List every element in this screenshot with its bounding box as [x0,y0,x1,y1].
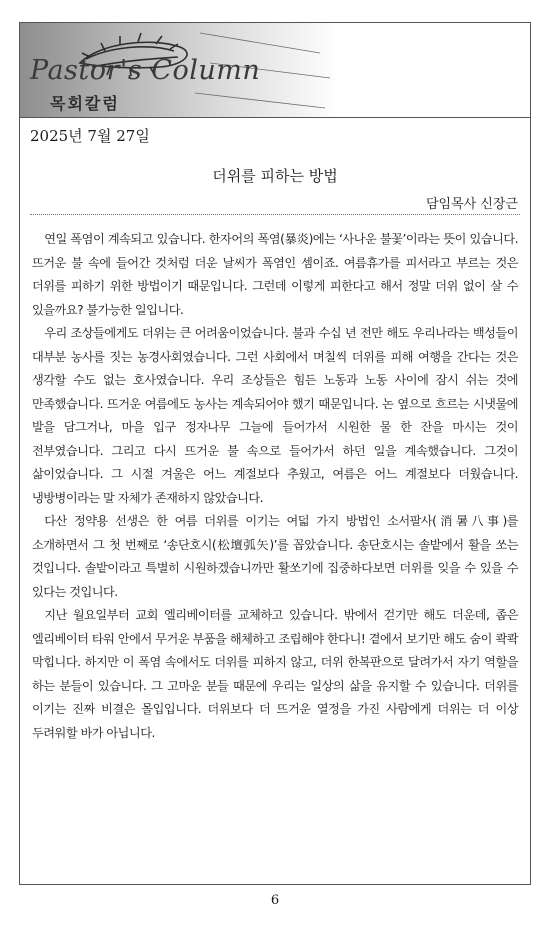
article-title: 더위를 피하는 방법 [212,167,338,185]
paragraph: 연일 폭염이 계속되고 있습니다. 한자어의 폭염(暴炎)에는 ‘사나운 불꽃’이라는 뜻이 있습니다. 뜨거운 불 속에 들어간 것처럼 더운 날씨가 폭염인 셈이죠. 여름휴가를 피서라고 부르는 것은 더위를 피하기 위한 방법이기 때문입니다. 그런데 이렇게 피한다고 해서 정말 더위 없이 살 수 있을까요? 불가능한 일입니다. [32,232,518,317]
article-date: 2025년 7월 27일 [30,127,150,145]
column-title: Pastor's Column [30,55,261,86]
page-number: 6 [270,893,280,908]
paragraph: 다산 정약용 선생은 한 여름 더위를 이기는 여덟 가지 방법인 소서팔사(消暑八事)를 소개하면서 그 첫 번째로 ‘송단호시(松壇弧矢)’를 꼽았습니다. 송단호시는 솔밭에서 활을 쏘는 것입니다. 솔밭이라고 특별히 시원하겠습니까만 활쏘기에 집중하다보면 더위를 잊을 수 있을 수 있다는 것입니다. [32,514,518,599]
column-frame [19,22,531,885]
dotted-divider [30,214,520,215]
article-author: 담임목사 신장근 [425,197,518,212]
article-body [32,228,518,745]
column-subtitle: 목회칼럼 [50,94,120,113]
paragraph: 우리 조상들에게도 더위는 큰 어려움이었습니다. 불과 수십 년 전만 해도 우리나라는 백성들이 대부분 농사를 짓는 농경사회였습니다. 그런 사회에서 며칠씩 더위를 피해 여행을 간다는 것은 생각할 수도 없는 호사였습니다. 우리 조상들은 힘든 노동과 노동 사이에 잠시 쉬는 것에 만족했습니다. 뜨거운 여름에도 농사는 계속되어야 했기 때문입니다. 논 옆으로 흐르는 시냇물에 발을 담그거나, 마을 입구 정자나무 그늘에 들어가서 시원한 물 한 잔을 마시는 것이 전부였습니다. 그리고 다시 뜨거운 불 속으로 들어가서 하던 일을 계속했습니다. 그것이 삶이었습니다. 그 시절 겨울은 어느 계절보다 추웠고, 여름은 어느 계절보다 더웠습니다. 냉방병이라는 말 자체가 존재하지 않았습니다. [32,326,518,505]
paragraph: 지난 월요일부터 교회 엘리베이터를 교체하고 있습니다. 밖에서 걷기만 해도 더운데, 좁은 엘리베이터 타워 안에서 무거운 부품을 해체하고 조립해야 한다니! 곁에서 보기만 해도 숨이 콱콱 막힙니다. 하지만 이 폭염 속에서도 더위를 피하지 않고, 더위 한복판으로 달려가서 자기 역할을 하는 분들이 있습니다. 그 고마운 분들 때문에 우리는 일상의 삶을 유지할 수 있습니다. 더위를 이기는 진짜 비결은 몰입입니다. 더위보다 더 뜨거운 열정을 가진 사람에게 더위는 더 이상 두려워할 바가 아닙니다. [32,608,518,740]
column-header [20,23,530,118]
